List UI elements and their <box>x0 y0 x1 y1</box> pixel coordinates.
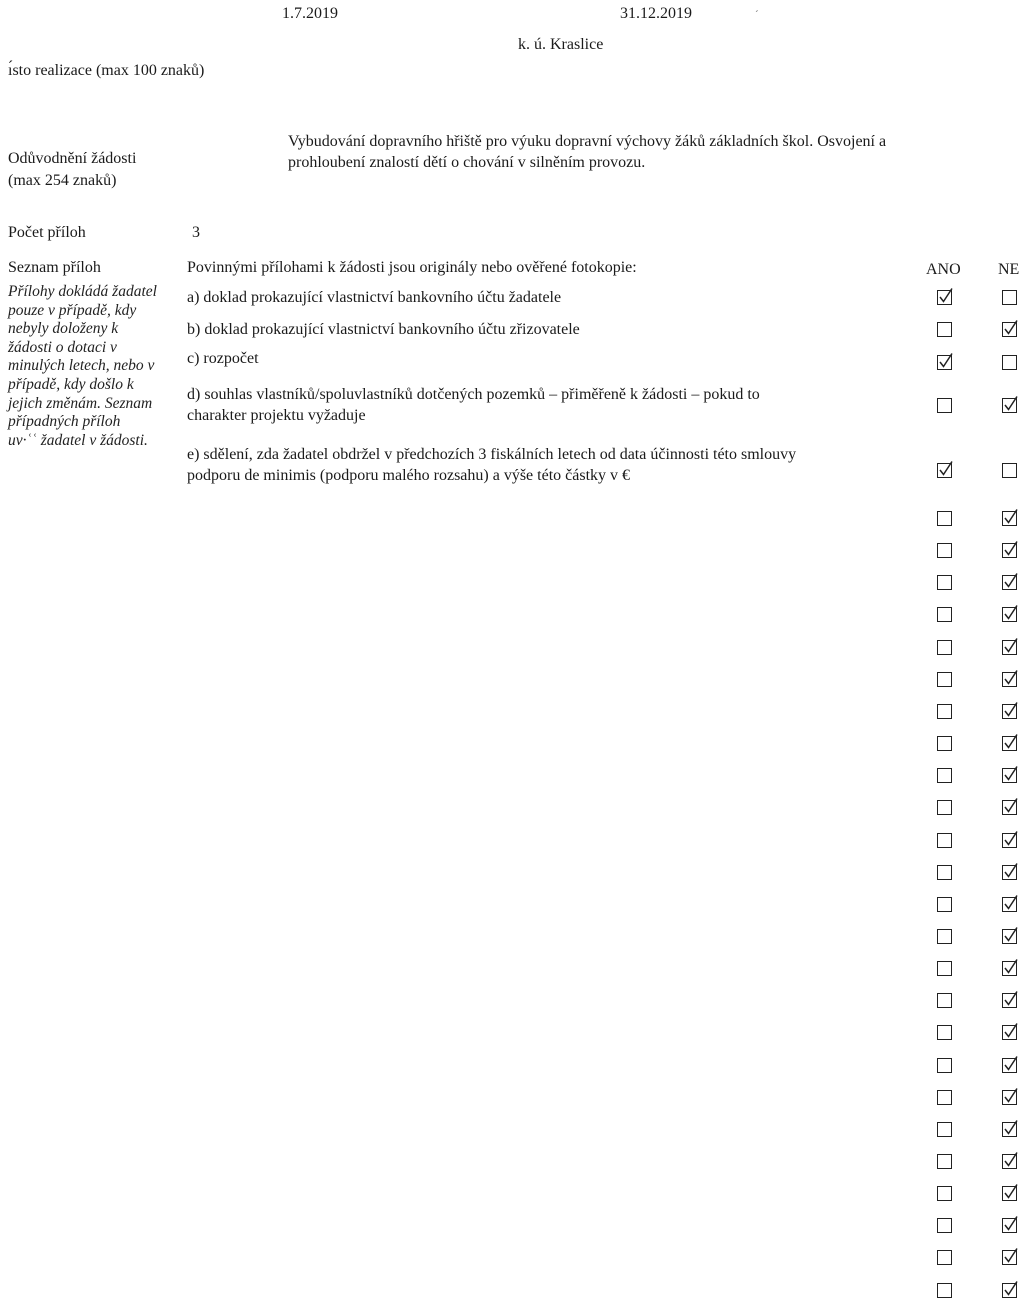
item-e-yes-checkbox[interactable] <box>937 463 952 478</box>
empty-row-no-checkbox[interactable] <box>1002 961 1017 976</box>
empty-row-yes-checkbox[interactable] <box>937 1122 952 1137</box>
empty-row-yes-checkbox[interactable] <box>937 640 952 655</box>
checkmark-icon <box>1002 766 1018 783</box>
item-c-yes-checkbox[interactable] <box>937 355 952 370</box>
empty-row-yes-checkbox[interactable] <box>937 961 952 976</box>
empty-row-no-checkbox[interactable] <box>1002 575 1017 590</box>
empty-row-no-checkbox[interactable] <box>1002 607 1017 622</box>
attachment-item-line: b) doklad prokazující vlastnictví bankovního účtu zřizovatele <box>187 321 580 338</box>
checkmark-icon <box>1002 541 1018 558</box>
justification-label-line: Odůvodnění žádosti <box>8 150 137 167</box>
attachment-item-b <box>187 319 580 340</box>
item-c-no-checkbox[interactable] <box>1002 355 1017 370</box>
justification-label-line: (max 254 znaků) <box>8 172 117 189</box>
item-b-no-checkbox[interactable] <box>1002 322 1017 337</box>
location-value: k. ú. Kraslice <box>518 36 604 53</box>
empty-row-no-checkbox[interactable] <box>1002 704 1017 719</box>
empty-row-no-checkbox[interactable] <box>1002 800 1017 815</box>
justification-text <box>288 131 886 173</box>
item-d-yes-checkbox[interactable] <box>937 398 952 413</box>
attachments-list-label: Seznam příloh <box>8 259 101 276</box>
empty-row-no-checkbox[interactable] <box>1002 1186 1017 1201</box>
empty-row-yes-checkbox[interactable] <box>937 800 952 815</box>
empty-row-yes-checkbox[interactable] <box>937 1283 952 1298</box>
empty-row-yes-checkbox[interactable] <box>937 1218 952 1233</box>
checkmark-icon <box>1002 670 1018 687</box>
empty-row-no-checkbox[interactable] <box>1002 1283 1017 1298</box>
attachments-note-line: uv·ʿʿ žadatel v žádosti. <box>8 431 148 449</box>
checkmark-icon <box>1002 1023 1018 1040</box>
empty-row-no-checkbox[interactable] <box>1002 1122 1017 1137</box>
justification-text-line: prohloubení znalostí dětí o chování v silněním provozu. <box>288 154 646 171</box>
empty-row-yes-checkbox[interactable] <box>937 1025 952 1040</box>
empty-row-no-checkbox[interactable] <box>1002 768 1017 783</box>
attachment-item-line: e) sdělení, zda žadatel obdržel v předchozích 3 fiskálních letech od data účinnosti této smlouvy <box>187 446 797 463</box>
checkmark-icon <box>1002 396 1018 413</box>
empty-row-yes-checkbox[interactable] <box>937 672 952 687</box>
item-d-no-checkbox[interactable] <box>1002 398 1017 413</box>
attachment-item-line: d) souhlas vlastníků/spoluvlastníků dotčených pozemků – přiměřeně k žádosti – pokud to <box>187 386 760 403</box>
empty-row-no-checkbox[interactable] <box>1002 1058 1017 1073</box>
checkmark-icon <box>1002 605 1018 622</box>
empty-row-yes-checkbox[interactable] <box>937 929 952 944</box>
pen-mark: ´ <box>755 9 759 21</box>
empty-row-yes-checkbox[interactable] <box>937 1154 952 1169</box>
attachment-item-line: c) rozpočet <box>187 350 259 367</box>
attachments-intro: Povinnými přílohami k žádosti jsou originály nebo ověřené fotokopie: <box>187 259 637 276</box>
justification-text-line: Vybudování dopravního hřiště pro výuku dopravní výchovy žáků základních škol. Osvojení a <box>288 133 887 150</box>
project-end-date: 31.12.2019 <box>620 5 692 22</box>
attachments-note <box>8 283 157 450</box>
attachment-item-d <box>187 384 760 426</box>
empty-row-no-checkbox[interactable] <box>1002 640 1017 655</box>
attachments-count-value: 3 <box>192 224 200 241</box>
checkmark-icon <box>937 461 953 478</box>
empty-row-no-checkbox[interactable] <box>1002 993 1017 1008</box>
project-start-date: 1.7.2019 <box>282 5 338 22</box>
item-b-yes-checkbox[interactable] <box>937 322 952 337</box>
checkmark-icon <box>937 288 953 305</box>
empty-row-yes-checkbox[interactable] <box>937 833 952 848</box>
checkmark-icon <box>1002 1281 1018 1298</box>
attachments-count-label: Počet příloh <box>8 224 86 241</box>
empty-row-no-checkbox[interactable] <box>1002 865 1017 880</box>
checkmark-icon <box>1002 863 1018 880</box>
column-header-yes: ANO <box>926 261 961 278</box>
attachments-note-line: žádosti o dotaci v <box>8 338 117 356</box>
checkmark-icon <box>1002 638 1018 655</box>
empty-row-yes-checkbox[interactable] <box>937 511 952 526</box>
empty-row-no-checkbox[interactable] <box>1002 897 1017 912</box>
checkmark-icon <box>1002 1216 1018 1233</box>
empty-row-no-checkbox[interactable] <box>1002 1250 1017 1265</box>
empty-row-no-checkbox[interactable] <box>1002 1090 1017 1105</box>
empty-row-no-checkbox[interactable] <box>1002 672 1017 687</box>
empty-row-no-checkbox[interactable] <box>1002 511 1017 526</box>
attachment-item-a <box>187 287 561 308</box>
empty-row-yes-checkbox[interactable] <box>937 704 952 719</box>
empty-row-no-checkbox[interactable] <box>1002 1025 1017 1040</box>
empty-row-yes-checkbox[interactable] <box>937 1090 952 1105</box>
attachments-note-line: případě, kdy došlo k <box>8 375 134 393</box>
attachment-item-c <box>187 348 259 369</box>
empty-row-yes-checkbox[interactable] <box>937 1186 952 1201</box>
empty-row-no-checkbox[interactable] <box>1002 736 1017 751</box>
checkmark-icon <box>1002 991 1018 1008</box>
checkmark-icon <box>1002 798 1018 815</box>
attachment-item-line: charakter projektu vyžaduje <box>187 407 366 424</box>
empty-row-no-checkbox[interactable] <box>1002 543 1017 558</box>
empty-row-no-checkbox[interactable] <box>1002 833 1017 848</box>
attachments-note-line: jejich změnám. Seznam <box>8 394 153 412</box>
item-a-no-checkbox[interactable] <box>1002 290 1017 305</box>
checkmark-icon <box>1002 1248 1018 1265</box>
empty-row-yes-checkbox[interactable] <box>937 543 952 558</box>
attachment-item-line: podporu de minimis (podporu malého rozsahu) a výše této částky v € <box>187 467 631 484</box>
checkmark-icon <box>1002 831 1018 848</box>
item-e-no-checkbox[interactable] <box>1002 463 1017 478</box>
checkmark-icon <box>1002 1152 1018 1169</box>
checkmark-icon <box>937 353 953 370</box>
checkmark-icon <box>1002 702 1018 719</box>
attachments-note-line: nebyly doloženy k <box>8 320 119 338</box>
location-label: ı́sto realizace (max 100 znaků) <box>8 62 205 79</box>
checkmark-icon <box>1002 895 1018 912</box>
empty-row-yes-checkbox[interactable] <box>937 575 952 590</box>
empty-row-yes-checkbox[interactable] <box>937 1250 952 1265</box>
checkmark-icon <box>1002 927 1018 944</box>
checkmark-icon <box>1002 1056 1018 1073</box>
empty-row-yes-checkbox[interactable] <box>937 993 952 1008</box>
attachments-note-line: minulých letech, nebo v <box>8 357 155 375</box>
column-header-no: NE <box>998 261 1020 278</box>
empty-row-yes-checkbox[interactable] <box>937 865 952 880</box>
attachments-note-line: pouze v případě, kdy <box>8 301 137 319</box>
checkmark-icon <box>1002 959 1018 976</box>
empty-row-no-checkbox[interactable] <box>1002 1218 1017 1233</box>
item-a-yes-checkbox[interactable] <box>937 290 952 305</box>
empty-row-yes-checkbox[interactable] <box>937 736 952 751</box>
attachment-item-e <box>187 444 796 486</box>
checkmark-icon <box>1002 1120 1018 1137</box>
attachments-note-line: Přílohy dokládá žadatel <box>8 283 157 300</box>
empty-row-yes-checkbox[interactable] <box>937 768 952 783</box>
checkmark-icon <box>1002 320 1018 337</box>
empty-row-yes-checkbox[interactable] <box>937 1058 952 1073</box>
attachments-note-line: případných příloh <box>8 413 121 431</box>
checkmark-icon <box>1002 573 1018 590</box>
checkmark-icon <box>1002 1184 1018 1201</box>
justification-label <box>8 148 136 192</box>
checkmark-icon <box>1002 509 1018 526</box>
empty-row-yes-checkbox[interactable] <box>937 607 952 622</box>
empty-row-yes-checkbox[interactable] <box>937 897 952 912</box>
empty-row-no-checkbox[interactable] <box>1002 1154 1017 1169</box>
checkmark-icon <box>1002 1088 1018 1105</box>
empty-row-no-checkbox[interactable] <box>1002 929 1017 944</box>
attachment-item-line: a) doklad prokazující vlastnictví bankovního účtu žadatele <box>187 289 562 306</box>
checkmark-icon <box>1002 734 1018 751</box>
